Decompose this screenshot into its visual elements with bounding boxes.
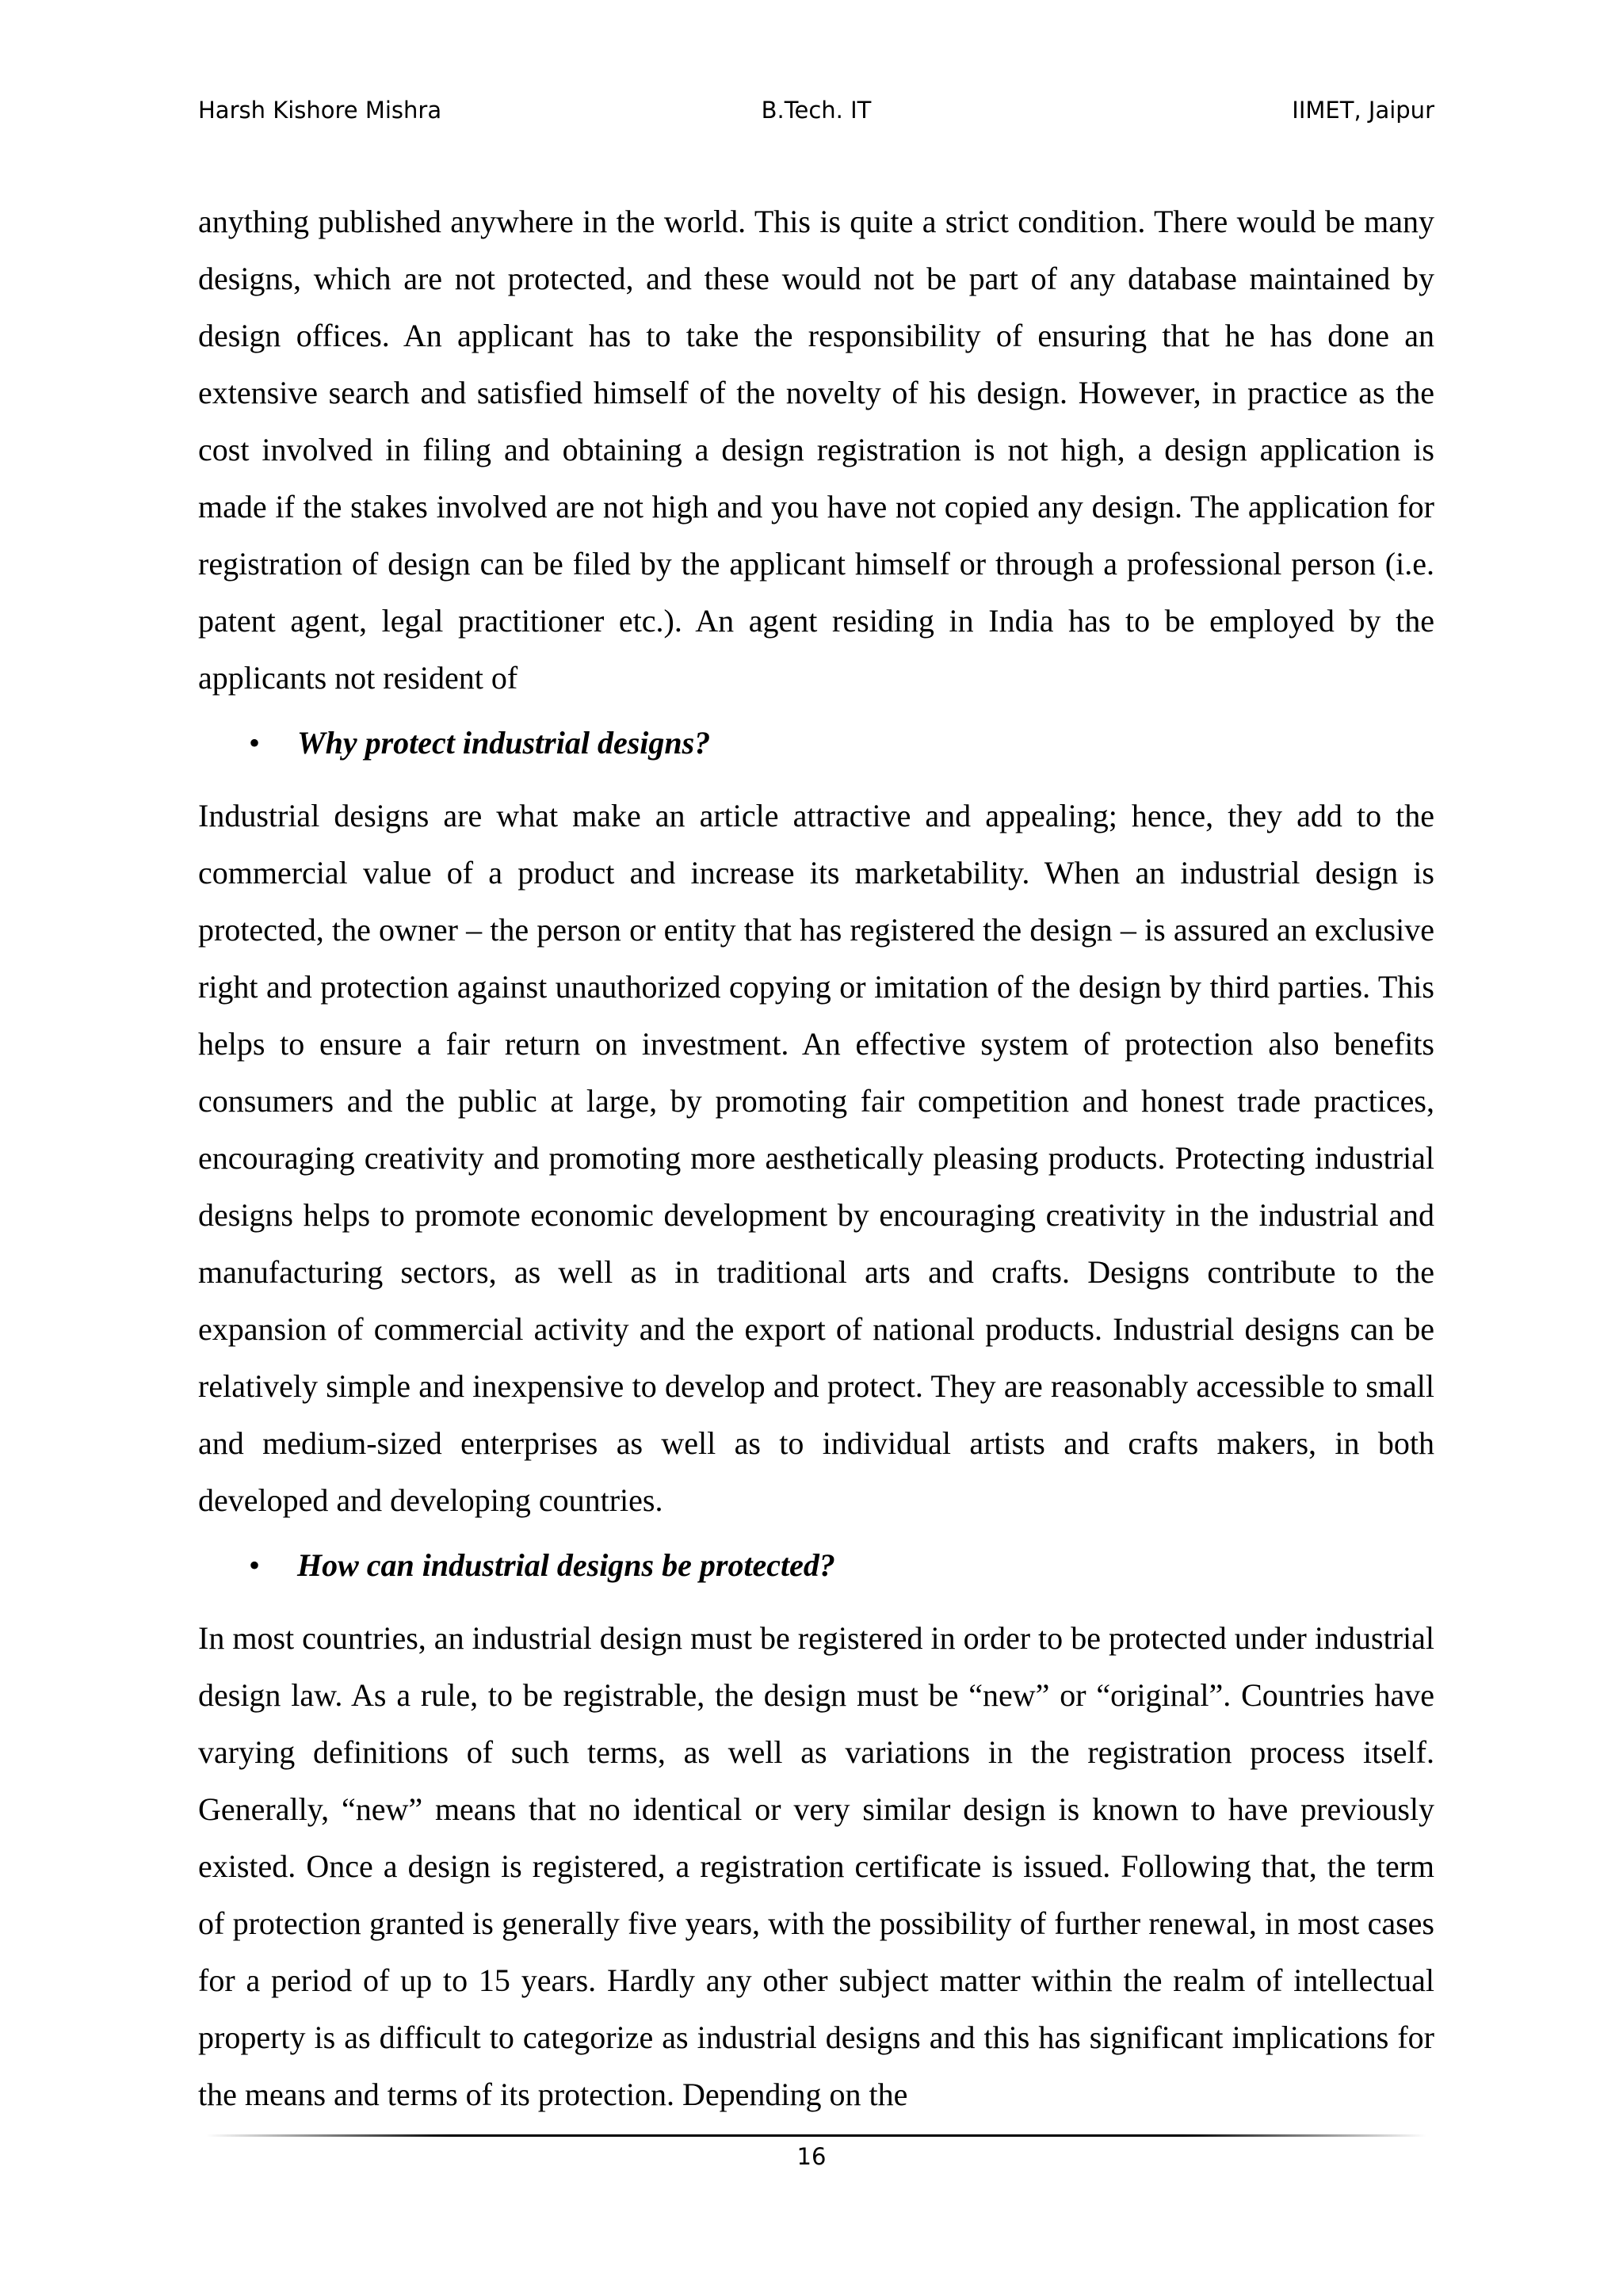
section-heading-how-protected bbox=[198, 1537, 1434, 1594]
section-heading-why-protect bbox=[198, 715, 1434, 772]
bullet-icon: • bbox=[249, 725, 261, 761]
intro-paragraph: anything published anywhere in the world. This is quite a strict condition. There would be many designs, which are not protected, and these would not be part of any database maintained by design offices. An applicant has to take the responsibility of ensuring that he has done an extensive search and satisfied himself of the novelty of his design. However, in practice as the cost involved in filing and obtaining a design registration is not high, a design application is made if the stakes involved are not high and you have not copied any design. The application for registration of design can be filed by the applicant himself or through a professional person (i.e. patent agent, legal practitioner etc.). An agent residing in India has to be employed by the applicants not resident of bbox=[198, 204, 1434, 696]
header-author: Harsh Kishore Mishra bbox=[198, 97, 442, 124]
page-content bbox=[198, 193, 1434, 2123]
header-institute: IIMET, Jaipur bbox=[1292, 97, 1434, 124]
bullet-icon: • bbox=[249, 1547, 261, 1583]
section-paragraph-why-protect: Industrial designs are what make an article attractive and appealing; hence, they add to the commercial value of a product and increase its marketability. When an industrial design is protected, the owner – the person or entity that has registered the design – is assured an exclusive right and protection against unauthorized copying or imitation of the design by third parties. This helps to ensure a fair return on investment. An effective system of protection also benefits consumers and the public at large, by promoting fair competition and honest trade practices, encouraging creativity and promoting more aesthetically pleasing products. Protecting industrial designs helps to promote economic development by encouraging creativity in the industrial and manufacturing sectors, as well as in traditional arts and crafts. Designs contribute to the expansion of commercial activity and the export of national products. Industrial designs can be relatively simple and inexpensive to develop and protect. They are reasonably accessible to small and medium-sized enterprises as well as to individual artists and crafts makers, in both developed and developing countries. bbox=[198, 798, 1434, 1518]
section-heading-text: Why protect industrial designs? bbox=[297, 725, 711, 761]
section-paragraph-how-protected: In most countries, an industrial design must be registered in order to be protected under industrial design law. As a rule, to be registrable, the design must be “new” or “original”. Countries have varying definitions of such terms, as well as variations in the registration process itself. Generally, “new” means that no identical or very similar design is known to have previously existed. Once a design is registered, a registration certificate is issued. Following that, the term of protection granted is generally five years, with the possibility of further renewal, in most cases for a period of up to 15 years. Hardly any other subject matter within the realm of intellectual property is as difficult to categorize as industrial designs and this has significant implications for the means and terms of its protection. Depending on the bbox=[198, 1620, 1434, 2112]
page-header bbox=[198, 97, 1434, 136]
section-heading-text: How can industrial designs be protected? bbox=[297, 1547, 835, 1583]
header-course: B.Tech. IT bbox=[761, 97, 872, 124]
page-number: 16 bbox=[796, 2143, 827, 2170]
footer-divider bbox=[206, 2134, 1426, 2137]
